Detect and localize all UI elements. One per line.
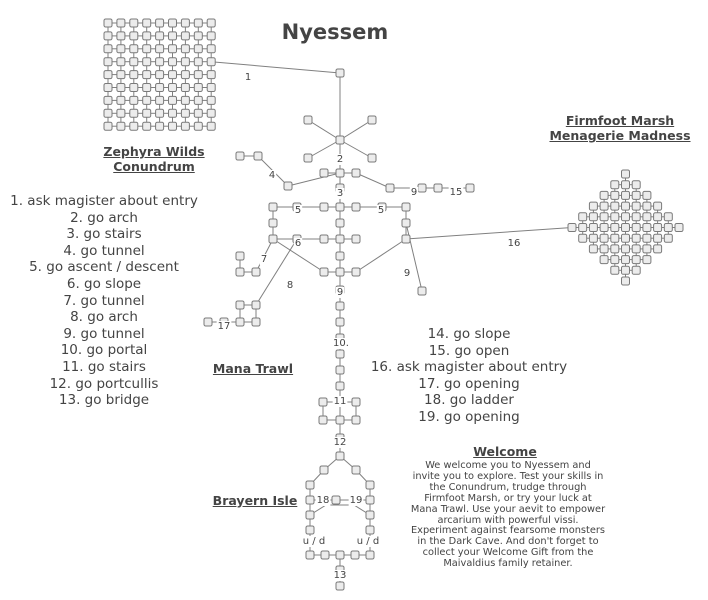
map-room[interactable] <box>169 84 177 92</box>
map-room[interactable] <box>366 526 374 534</box>
map-room[interactable] <box>632 266 640 274</box>
edge-label-8: 8 <box>286 280 294 291</box>
map-room[interactable] <box>600 191 608 199</box>
edge-label-5b: 5 <box>377 205 385 216</box>
map-room[interactable] <box>181 71 189 79</box>
map-path <box>340 120 372 140</box>
command-item: 7. go tunnel <box>63 292 145 309</box>
map-room[interactable] <box>643 234 651 242</box>
map-room[interactable] <box>207 32 215 40</box>
map-room[interactable] <box>366 481 374 489</box>
map-room[interactable] <box>589 234 597 242</box>
map-room[interactable] <box>181 19 189 27</box>
map-room[interactable] <box>632 245 640 253</box>
map-room[interactable] <box>600 213 608 221</box>
command-list-left <box>0 193 208 409</box>
command-list-right <box>360 326 578 426</box>
region-firmfoot-marsh[interactable] <box>540 113 700 143</box>
map-room[interactable] <box>304 154 312 162</box>
map-room[interactable] <box>104 58 112 66</box>
map-room[interactable] <box>611 202 619 210</box>
map-room[interactable] <box>320 268 328 276</box>
map-room[interactable] <box>589 245 597 253</box>
map-room[interactable] <box>130 109 138 117</box>
map-room[interactable] <box>117 32 125 40</box>
map-room[interactable] <box>622 266 630 274</box>
map-room[interactable] <box>207 45 215 53</box>
map-room[interactable] <box>654 224 662 232</box>
map-room[interactable] <box>130 122 138 130</box>
map-room[interactable] <box>352 398 360 406</box>
map-room[interactable] <box>252 268 260 276</box>
map-room[interactable] <box>336 219 344 227</box>
map-room[interactable] <box>156 84 164 92</box>
edge-label-9c: 9 <box>336 287 344 298</box>
map-room[interactable] <box>622 234 630 242</box>
map-room[interactable] <box>143 45 151 53</box>
command-item: 17. go opening <box>418 375 520 392</box>
map-room[interactable] <box>156 96 164 104</box>
map-room[interactable] <box>568 224 576 232</box>
edge-label-7: 7 <box>260 254 268 265</box>
map-room[interactable] <box>169 122 177 130</box>
map-room[interactable] <box>306 481 314 489</box>
map-room[interactable] <box>117 122 125 130</box>
edge-label-4: 4 <box>268 170 276 181</box>
map-room[interactable] <box>664 234 672 242</box>
region-firmfoot-line1: Firmfoot Marsh <box>565 113 675 128</box>
map-room[interactable] <box>632 256 640 264</box>
command-item: 9. go tunnel <box>63 325 145 342</box>
map-room[interactable] <box>600 256 608 264</box>
map-room[interactable] <box>600 234 608 242</box>
map-room[interactable] <box>194 19 202 27</box>
map-room[interactable] <box>143 32 151 40</box>
map-room[interactable] <box>181 109 189 117</box>
map-room[interactable] <box>600 224 608 232</box>
map-room[interactable] <box>336 69 344 77</box>
command-item: 1. ask magister about entry <box>10 193 198 209</box>
map-room[interactable] <box>675 224 683 232</box>
map-room[interactable] <box>320 203 328 211</box>
map-path <box>406 228 572 240</box>
command-item: 4. go tunnel <box>63 242 145 259</box>
map-room[interactable] <box>336 366 344 374</box>
map-room[interactable] <box>104 19 112 27</box>
map-room[interactable] <box>104 96 112 104</box>
map-title: Nyessem <box>281 20 389 44</box>
map-room[interactable] <box>319 416 327 424</box>
map-room[interactable] <box>418 287 426 295</box>
map-room[interactable] <box>336 302 344 310</box>
map-room[interactable] <box>352 169 360 177</box>
map-path <box>308 140 340 158</box>
map-room[interactable] <box>336 582 344 590</box>
map-room[interactable] <box>654 213 662 221</box>
map-room[interactable] <box>117 58 125 66</box>
map-room[interactable] <box>156 71 164 79</box>
region-zephyra-line2: Conundrum <box>113 159 195 174</box>
map-room[interactable] <box>632 181 640 189</box>
command-item: 2. go arch <box>70 209 138 226</box>
command-item: 13. go bridge <box>58 392 150 409</box>
map-room[interactable] <box>143 122 151 130</box>
map-room[interactable] <box>320 169 328 177</box>
map-room[interactable] <box>117 96 125 104</box>
map-room[interactable] <box>351 551 359 559</box>
map-room[interactable] <box>169 96 177 104</box>
map-room[interactable] <box>181 96 189 104</box>
map-room[interactable] <box>664 213 672 221</box>
map-room[interactable] <box>169 58 177 66</box>
map-room[interactable] <box>368 116 376 124</box>
map-room[interactable] <box>622 191 630 199</box>
map-room[interactable] <box>336 136 344 144</box>
map-room[interactable] <box>579 213 587 221</box>
map-room[interactable] <box>611 191 619 199</box>
command-item: 5. go ascent / descent <box>29 259 179 276</box>
edge-label-13: 13 <box>333 570 347 581</box>
map-room[interactable] <box>194 71 202 79</box>
map-room[interactable] <box>207 96 215 104</box>
map-room[interactable] <box>336 350 344 358</box>
map-room[interactable] <box>117 71 125 79</box>
map-room[interactable] <box>181 45 189 53</box>
map-room[interactable] <box>130 32 138 40</box>
map-room[interactable] <box>622 277 630 285</box>
map-room[interactable] <box>336 551 344 559</box>
map-room[interactable] <box>664 224 672 232</box>
map-room[interactable] <box>654 202 662 210</box>
edge-label-3: 3 <box>336 188 344 199</box>
command-item: 15. go open <box>428 342 510 359</box>
map-room[interactable] <box>181 122 189 130</box>
command-item: 14. go slope <box>427 326 511 342</box>
edge-label-6: 6 <box>294 238 302 249</box>
map-room[interactable] <box>402 235 410 243</box>
map-room[interactable] <box>643 245 651 253</box>
map-room[interactable] <box>632 224 640 232</box>
map-room[interactable] <box>622 224 630 232</box>
map-room[interactable] <box>181 58 189 66</box>
map-room[interactable] <box>236 301 244 309</box>
map-room[interactable] <box>284 182 292 190</box>
map-path <box>308 120 340 140</box>
map-room[interactable] <box>169 45 177 53</box>
map-room[interactable] <box>156 58 164 66</box>
map-room[interactable] <box>104 32 112 40</box>
map-room[interactable] <box>611 245 619 253</box>
map-room[interactable] <box>143 71 151 79</box>
map-room[interactable] <box>194 122 202 130</box>
command-item: 19. go opening <box>418 408 520 425</box>
edge-label-10: 10. <box>333 338 349 349</box>
map-room[interactable] <box>117 109 125 117</box>
map-path <box>356 173 390 188</box>
map-room[interactable] <box>611 234 619 242</box>
map-room[interactable] <box>336 452 344 460</box>
map-room[interactable] <box>194 32 202 40</box>
map-room[interactable] <box>632 191 640 199</box>
map-room[interactable] <box>156 45 164 53</box>
map-room[interactable] <box>336 235 344 243</box>
edge-label-15: 15 <box>449 187 463 198</box>
map-room[interactable] <box>143 19 151 27</box>
map-path <box>356 239 406 272</box>
map-path <box>211 62 340 73</box>
map-room[interactable] <box>368 154 376 162</box>
edge-label-9a: 9 <box>410 187 418 198</box>
edge-label-1: 1 <box>244 72 252 83</box>
map-room[interactable] <box>207 109 215 117</box>
map-room[interactable] <box>181 84 189 92</box>
map-room[interactable] <box>611 256 619 264</box>
map-room[interactable] <box>117 45 125 53</box>
map-room[interactable] <box>352 466 360 474</box>
map-room[interactable] <box>169 32 177 40</box>
edge-label-ud2: u / d <box>356 536 380 547</box>
map-room[interactable] <box>104 109 112 117</box>
map-room[interactable] <box>654 234 662 242</box>
map-room[interactable] <box>207 19 215 27</box>
welcome-text: We welcome you to Nyessem and invite you to explore. Test your skills in the Conundrum, trudge through Firmfoot Marsh, or try your luck at Mana Trawl. Use your aevit to empower arcarium with powerful vissi. Experiment against fearsome monsters in the Dark Cave. And don't forget to collect your Welcome Gift from the Maivaldius family retainer. <box>410 460 606 570</box>
map-room[interactable] <box>304 116 312 124</box>
map-room[interactable] <box>366 511 374 519</box>
map-room[interactable] <box>194 96 202 104</box>
map-room[interactable] <box>622 181 630 189</box>
map-room[interactable] <box>117 19 125 27</box>
map-room[interactable] <box>130 45 138 53</box>
map-room[interactable] <box>130 84 138 92</box>
map-room[interactable] <box>117 84 125 92</box>
edge-label-11: 11 <box>333 396 347 407</box>
map-room[interactable] <box>402 203 410 211</box>
map-room[interactable] <box>236 318 244 326</box>
map-room[interactable] <box>336 169 344 177</box>
command-item: 3. go stairs <box>66 226 142 243</box>
map-room[interactable] <box>130 71 138 79</box>
map-room[interactable] <box>434 184 442 192</box>
map-room[interactable] <box>269 203 277 211</box>
map-room[interactable] <box>352 235 360 243</box>
map-room[interactable] <box>600 245 608 253</box>
map-room[interactable] <box>269 235 277 243</box>
map-room[interactable] <box>336 318 344 326</box>
map-room[interactable] <box>156 109 164 117</box>
map-room[interactable] <box>336 382 344 390</box>
map-room[interactable] <box>252 301 260 309</box>
edge-label-5a: 5 <box>294 205 302 216</box>
map-room[interactable] <box>252 318 260 326</box>
map-room[interactable] <box>643 256 651 264</box>
map-room[interactable] <box>579 234 587 242</box>
map-room[interactable] <box>306 551 314 559</box>
map-room[interactable] <box>254 152 262 160</box>
map-room[interactable] <box>130 58 138 66</box>
map-path <box>310 505 370 515</box>
map-room[interactable] <box>336 203 344 211</box>
edge-label-19: 19 <box>349 495 363 506</box>
edge-label-18: 18 <box>316 495 330 506</box>
map-room[interactable] <box>336 268 344 276</box>
edge-label-12: 12 <box>333 437 347 448</box>
region-firmfoot-line2: Menagerie Madness <box>549 128 691 143</box>
map-room[interactable] <box>194 84 202 92</box>
map-room[interactable] <box>104 84 112 92</box>
map-room[interactable] <box>194 58 202 66</box>
map-room[interactable] <box>320 235 328 243</box>
map-room[interactable] <box>319 398 327 406</box>
command-item: 16. ask magister about entry <box>370 359 568 376</box>
map-room[interactable] <box>143 109 151 117</box>
map-room[interactable] <box>156 122 164 130</box>
map-room[interactable] <box>269 219 277 227</box>
map-room[interactable] <box>207 71 215 79</box>
command-item: 8. go arch <box>70 309 138 326</box>
map-room[interactable] <box>579 224 587 232</box>
map-room[interactable] <box>104 122 112 130</box>
map-room[interactable] <box>336 252 344 260</box>
map-room[interactable] <box>169 71 177 79</box>
map-room[interactable] <box>207 58 215 66</box>
map-room[interactable] <box>611 181 619 189</box>
map-room[interactable] <box>622 202 630 210</box>
map-room[interactable] <box>143 96 151 104</box>
map-room[interactable] <box>143 58 151 66</box>
map-room[interactable] <box>622 256 630 264</box>
map-room[interactable] <box>622 213 630 221</box>
map-room[interactable] <box>622 245 630 253</box>
region-brayern-isle[interactable]: Brayern Isle <box>212 493 298 508</box>
map-path <box>403 223 422 291</box>
map-room[interactable] <box>104 45 112 53</box>
map-room[interactable] <box>589 202 597 210</box>
map-room[interactable] <box>632 234 640 242</box>
map-room[interactable] <box>169 109 177 117</box>
map-room[interactable] <box>643 202 651 210</box>
map-room[interactable] <box>332 496 340 504</box>
command-item: 18. go ladder <box>424 392 514 409</box>
map-room[interactable] <box>386 184 394 192</box>
map-room[interactable] <box>466 184 474 192</box>
command-item: 10. go portal <box>60 342 148 359</box>
map-room[interactable] <box>643 213 651 221</box>
region-zephyra-wilds[interactable] <box>84 144 224 174</box>
map-path <box>288 173 340 186</box>
map-room[interactable] <box>352 268 360 276</box>
map-room[interactable] <box>236 152 244 160</box>
map-room[interactable] <box>143 84 151 92</box>
map-room[interactable] <box>306 511 314 519</box>
map-room[interactable] <box>104 71 112 79</box>
map-room[interactable] <box>130 96 138 104</box>
map-room[interactable] <box>207 84 215 92</box>
map-room[interactable] <box>236 252 244 260</box>
edge-label-16: 16 <box>507 238 521 249</box>
map-room[interactable] <box>352 203 360 211</box>
map-room[interactable] <box>320 466 328 474</box>
map-room[interactable] <box>589 224 597 232</box>
map-room[interactable] <box>236 268 244 276</box>
map-room[interactable] <box>156 32 164 40</box>
map-room[interactable] <box>194 109 202 117</box>
region-mana-trawl[interactable]: Mana Trawl <box>212 361 294 376</box>
map-path <box>340 140 372 158</box>
map-room[interactable] <box>589 213 597 221</box>
map-room[interactable] <box>643 191 651 199</box>
map-room[interactable] <box>181 32 189 40</box>
map-room[interactable] <box>366 496 374 504</box>
region-zephyra-line1: Zephyra Wilds <box>103 144 205 159</box>
welcome-heading: Welcome <box>473 444 537 459</box>
map-room[interactable] <box>321 551 329 559</box>
map-room[interactable] <box>632 202 640 210</box>
map-room[interactable] <box>611 224 619 232</box>
map-room[interactable] <box>366 551 374 559</box>
map-room[interactable] <box>194 45 202 53</box>
map-room[interactable] <box>352 416 360 424</box>
map-room[interactable] <box>611 266 619 274</box>
edge-label-2: 2 <box>336 154 344 165</box>
map-room[interactable] <box>643 224 651 232</box>
map-room[interactable] <box>336 416 344 424</box>
map-path <box>256 239 297 305</box>
map-room[interactable] <box>611 213 619 221</box>
edge-label-17: 17 <box>217 321 231 332</box>
command-item: 11. go stairs <box>62 358 146 375</box>
edge-label-9b: 9 <box>403 268 411 279</box>
map-room[interactable] <box>306 526 314 534</box>
map-room[interactable] <box>207 122 215 130</box>
edge-label-ud1: u / d <box>302 536 326 547</box>
map-room[interactable] <box>418 184 426 192</box>
map-room[interactable] <box>130 19 138 27</box>
map-room[interactable] <box>632 213 640 221</box>
map-room[interactable] <box>622 170 630 178</box>
map-room[interactable] <box>600 202 608 210</box>
map-room[interactable] <box>654 245 662 253</box>
map-room[interactable] <box>402 219 410 227</box>
map-room[interactable] <box>169 19 177 27</box>
map-room[interactable] <box>156 19 164 27</box>
command-item: 6. go slope <box>66 275 142 292</box>
command-item: 12. go portcullis <box>49 375 159 392</box>
